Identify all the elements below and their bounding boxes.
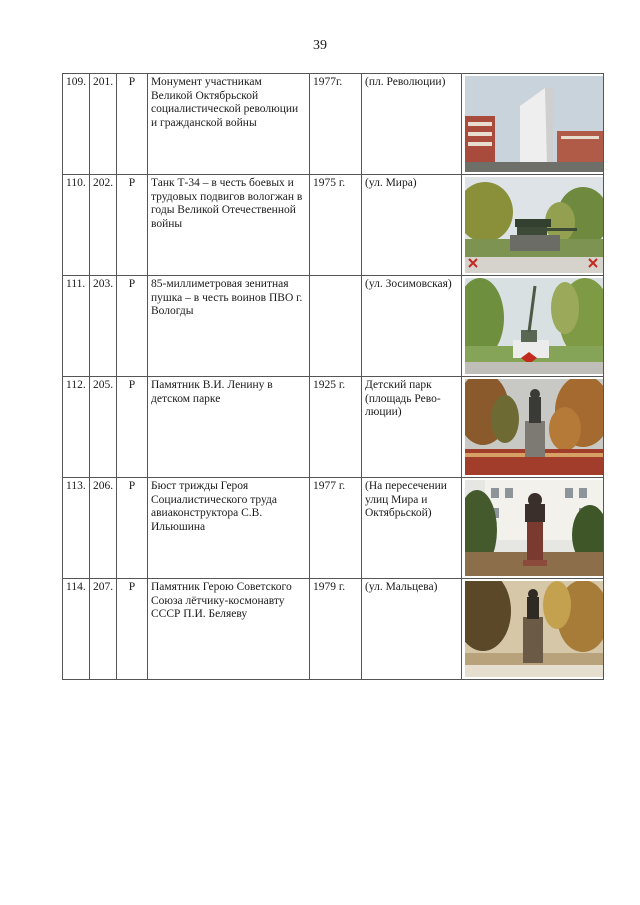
monuments-table bbox=[62, 73, 604, 680]
category: Р bbox=[117, 579, 148, 680]
photo-cell bbox=[462, 377, 604, 478]
photo-cell bbox=[462, 74, 604, 175]
category: Р bbox=[117, 276, 148, 377]
object-number: 203. bbox=[90, 276, 117, 377]
year: 1975 г. bbox=[310, 175, 362, 276]
category: Р bbox=[117, 74, 148, 175]
location: (На пересечении улиц Мира и Октябрьской) bbox=[362, 478, 462, 579]
photo-cell bbox=[462, 478, 604, 579]
row-index: 109. bbox=[63, 74, 90, 175]
row-index: 111. bbox=[63, 276, 90, 377]
object-number: 206. bbox=[90, 478, 117, 579]
lenin-photo bbox=[465, 379, 603, 475]
table-row bbox=[63, 579, 604, 680]
year: 1977г. bbox=[310, 74, 362, 175]
row-index: 110. bbox=[63, 175, 90, 276]
year: 1977 г. bbox=[310, 478, 362, 579]
bust-photo bbox=[465, 480, 603, 576]
row-index: 114. bbox=[63, 579, 90, 680]
object-number: 202. bbox=[90, 175, 117, 276]
location: (ул. Зосимовская) bbox=[362, 276, 462, 377]
monument-name: Танк Т-34 – в честь боевых и трудовых подвигов вологжан в годы Великой Отечественной войны bbox=[148, 175, 310, 276]
location: (пл. Революции) bbox=[362, 74, 462, 175]
row-index: 113. bbox=[63, 478, 90, 579]
tank-photo bbox=[465, 177, 603, 273]
row-index: 112. bbox=[63, 377, 90, 478]
location: (ул. Мальцева) bbox=[362, 579, 462, 680]
year: 1925 г. bbox=[310, 377, 362, 478]
object-number: 205. bbox=[90, 377, 117, 478]
page-number: 39 bbox=[313, 38, 327, 53]
monument-photo bbox=[465, 76, 603, 172]
photo-cell bbox=[462, 276, 604, 377]
category: Р bbox=[117, 478, 148, 579]
monument-name: Бюст трижды Героя Социалистического труда авиаконструктора С.В. Ильюшина bbox=[148, 478, 310, 579]
photo-cell bbox=[462, 579, 604, 680]
table-row bbox=[63, 276, 604, 377]
category: Р bbox=[117, 377, 148, 478]
location: (ул. Мира) bbox=[362, 175, 462, 276]
monument-name: Монумент участникам Великой Октябрьской социалистической революции и гражданской войны bbox=[148, 74, 310, 175]
gun-photo bbox=[465, 278, 603, 374]
monument-name: Памятник Герою Советского Союза лётчику-космонавту СССР П.И. Беляеву bbox=[148, 579, 310, 680]
table-row bbox=[63, 377, 604, 478]
year bbox=[310, 276, 362, 377]
belyaev-photo bbox=[465, 581, 603, 677]
table-row bbox=[63, 478, 604, 579]
category: Р bbox=[117, 175, 148, 276]
location: Детский парк (площадь Рево-люции) bbox=[362, 377, 462, 478]
table-row bbox=[63, 74, 604, 175]
object-number: 201. bbox=[90, 74, 117, 175]
monument-name: Памятник В.И. Ленину в детском парке bbox=[148, 377, 310, 478]
table-row bbox=[63, 175, 604, 276]
object-number: 207. bbox=[90, 579, 117, 680]
monument-name: 85-миллиметровая зенитная пушка – в честь воинов ПВО г. Вологды bbox=[148, 276, 310, 377]
photo-cell bbox=[462, 175, 604, 276]
year: 1979 г. bbox=[310, 579, 362, 680]
